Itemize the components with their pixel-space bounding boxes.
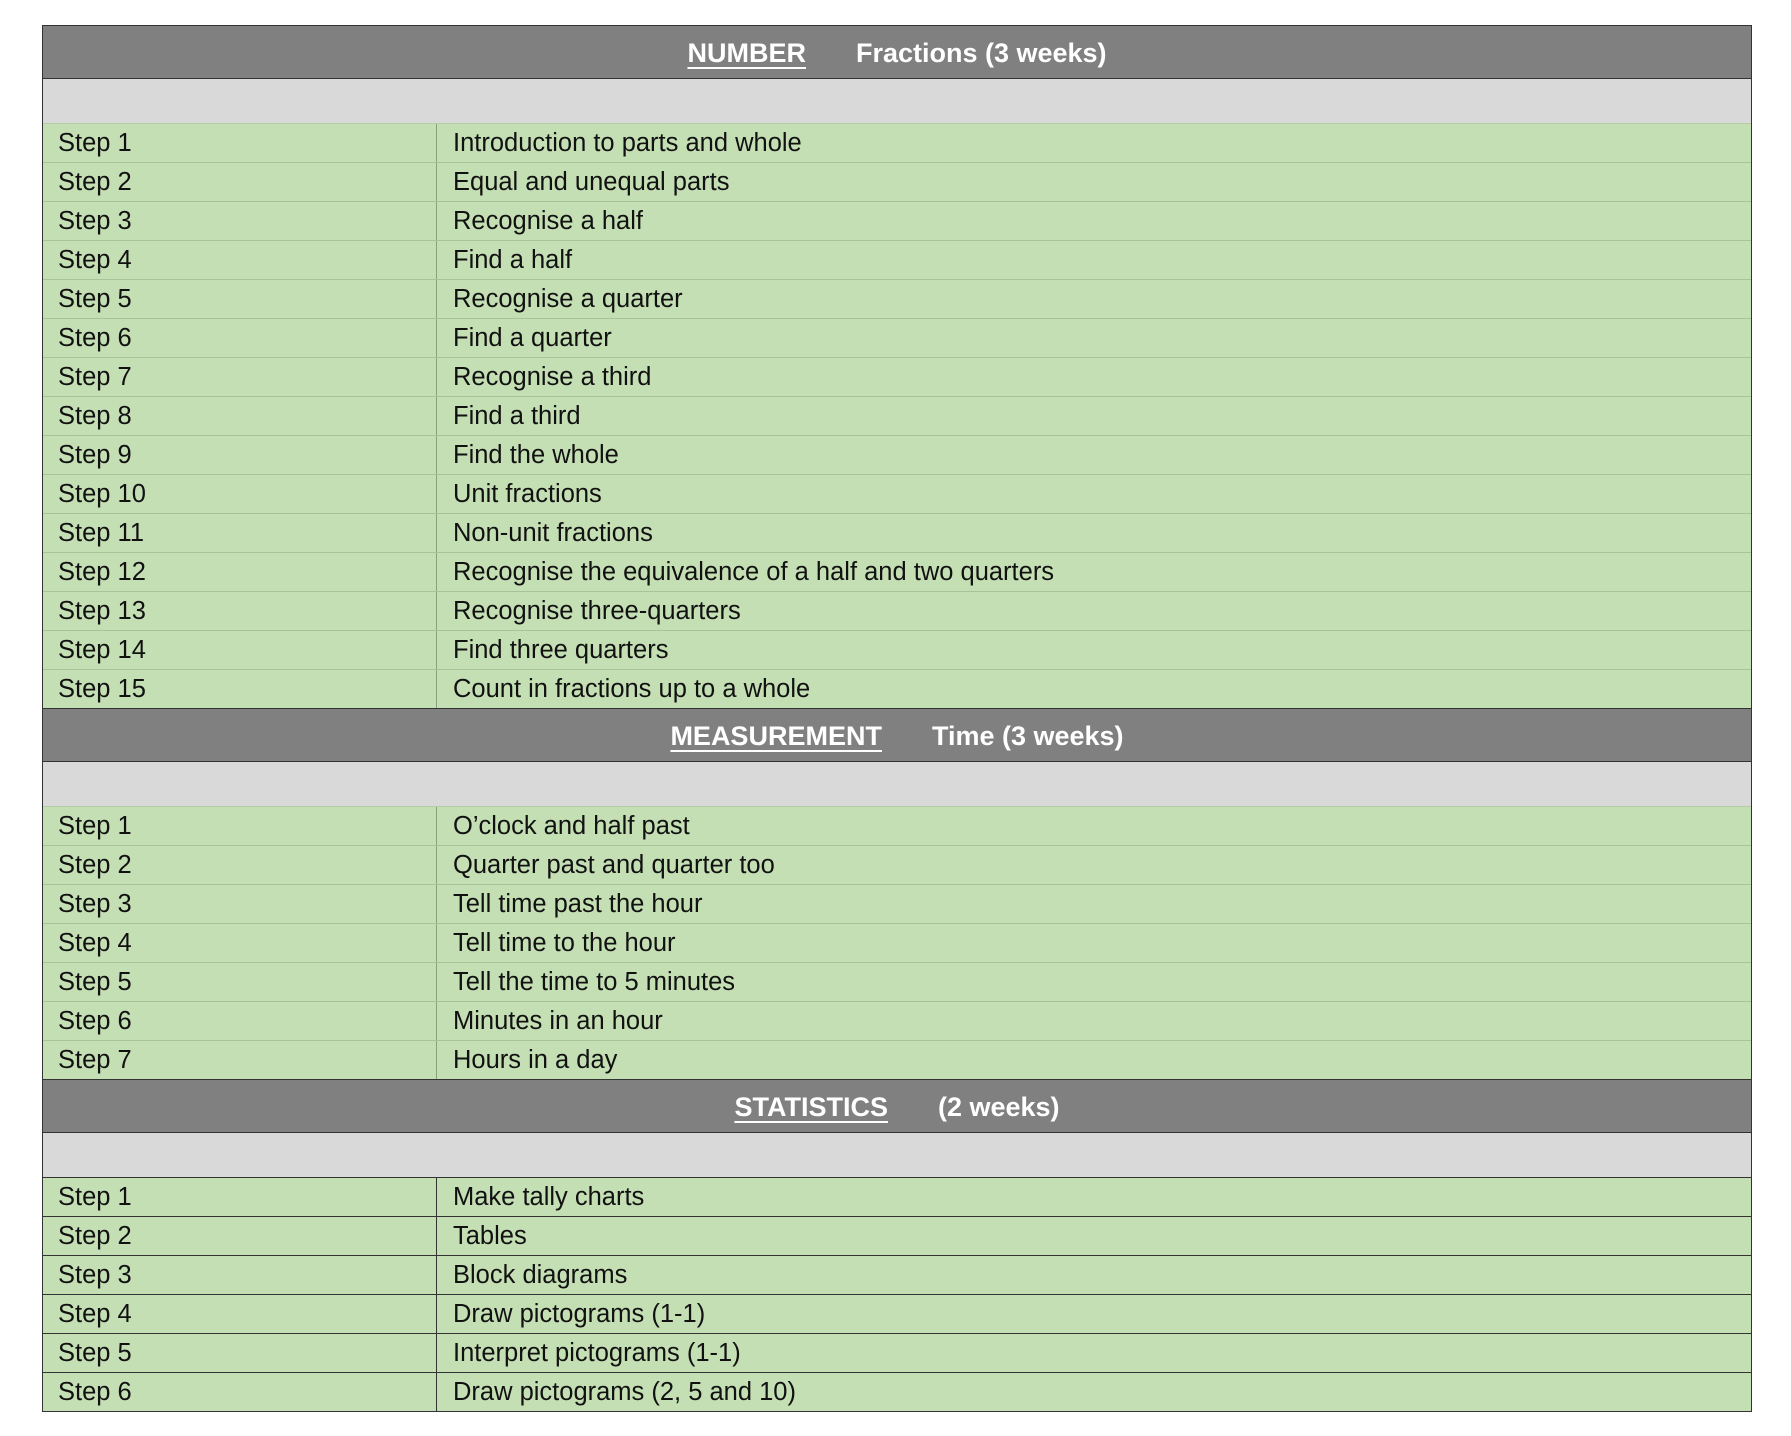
step-row [43,1001,1751,1040]
step-label: Step 4 [43,1295,437,1333]
step-row [43,1294,1751,1333]
step-row [43,474,1751,513]
step-label: Step 6 [43,1002,437,1040]
step-description: Draw pictograms (2, 5 and 10) [453,1377,796,1406]
step-row [43,435,1751,474]
step-label: Step 10 [43,475,437,513]
step-label: Step 11 [43,514,437,552]
step-row [43,1333,1751,1372]
step-label: Step 1 [43,124,437,162]
step-row [43,1255,1751,1294]
step-label: Step 8 [43,397,437,435]
step-row [43,240,1751,279]
step-description: Minutes in an hour [453,1006,663,1035]
step-label: Step 15 [43,670,437,708]
step-description: Equal and unequal parts [453,167,730,196]
step-label: Step 9 [43,436,437,474]
step-label: Step 7 [43,1041,437,1079]
step-label: Step 2 [43,846,437,884]
strand-title: MEASUREMENT [670,720,882,751]
step-description: Interpret pictograms (1-1) [453,1338,741,1367]
step-label: Step 4 [43,241,437,279]
step-description: Quarter past and quarter too [453,850,775,879]
step-description: Unit fractions [453,479,602,508]
step-label: Step 3 [43,1256,437,1294]
step-description: Tell the time to 5 minutes [453,967,736,996]
topic-title: (2 weeks) [937,1091,1060,1122]
step-row [43,591,1751,630]
step-row [43,552,1751,591]
step-row [43,1216,1751,1255]
step-description: Non-unit fractions [453,518,653,547]
step-row [43,669,1751,708]
step-description: Tell time to the hour [453,928,676,957]
step-label: Step 3 [43,885,437,923]
step-label: Step 12 [43,553,437,591]
step-row [43,1372,1751,1411]
step-row [43,1177,1751,1216]
step-description: O’clock and half past [453,811,690,840]
step-description: Introduction to parts and whole [453,128,802,157]
step-description: Tables [453,1221,527,1250]
step-label: Step 1 [43,1178,437,1216]
step-description: Count in fractions up to a whole [453,674,811,703]
step-row [43,396,1751,435]
step-label: Step 2 [43,163,437,201]
strand-title: NUMBER [687,37,806,68]
step-row [43,923,1751,962]
step-label: Step 13 [43,592,437,630]
section-header [43,708,1751,762]
spacer-row [43,1133,1751,1177]
topic-title: Fractions (3 weeks) [855,37,1107,68]
step-description: Draw pictograms (1-1) [453,1299,706,1328]
section-header [43,1079,1751,1133]
step-row [43,806,1751,845]
step-description: Recognise the equivalence of a half and two quarters [453,557,1055,586]
step-label: Step 5 [43,1334,437,1372]
step-row [43,630,1751,669]
step-description: Recognise a quarter [453,284,683,313]
step-row [43,513,1751,552]
section-header [43,25,1751,79]
step-label: Step 6 [43,319,437,357]
section-measurement-time [43,708,1751,1079]
step-row [43,123,1751,162]
step-description: Recognise a half [453,206,643,235]
step-label: Step 1 [43,807,437,845]
step-row [43,357,1751,396]
step-label: Step 7 [43,358,437,396]
section-statistics [43,1079,1751,1411]
step-row [43,201,1751,240]
strand-title: STATISTICS [734,1091,888,1122]
step-row [43,279,1751,318]
step-row [43,962,1751,1001]
section-number-fractions [43,25,1751,708]
step-label: Step 6 [43,1373,437,1411]
step-label: Step 2 [43,1217,437,1255]
step-description: Recognise three-quarters [453,596,741,625]
step-row [43,318,1751,357]
step-row [43,162,1751,201]
step-description: Recognise a third [453,362,652,391]
scheme-of-learning-table [42,25,1752,1412]
step-label: Step 3 [43,202,437,240]
step-description: Block diagrams [453,1260,628,1289]
step-label: Step 5 [43,963,437,1001]
spacer-row [43,79,1751,123]
step-description: Hours in a day [453,1045,618,1074]
step-description: Find three quarters [453,635,669,664]
spacer-row [43,762,1751,806]
step-description: Make tally charts [453,1182,645,1211]
step-label: Step 5 [43,280,437,318]
step-description: Find a quarter [453,323,612,352]
step-row [43,1040,1751,1079]
step-description: Find the whole [453,440,619,469]
step-label: Step 14 [43,631,437,669]
step-description: Tell time past the hour [453,889,703,918]
step-description: Find a half [453,245,573,274]
step-label: Step 4 [43,924,437,962]
step-row [43,884,1751,923]
topic-title: Time (3 weeks) [931,720,1124,751]
step-description: Find a third [453,401,581,430]
step-row [43,845,1751,884]
